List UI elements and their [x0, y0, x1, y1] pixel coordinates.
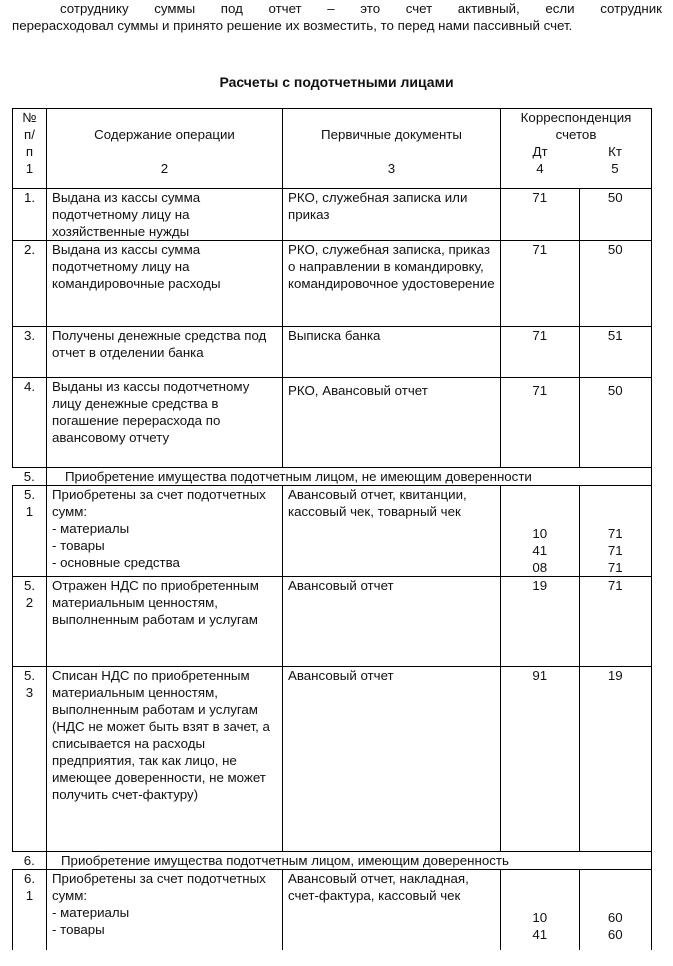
item-credit: 71 — [607, 543, 623, 558]
row-documents: РКО, служебная записка или приказ — [283, 189, 501, 241]
row-number-line: 1 — [25, 888, 34, 903]
table-row — [13, 378, 652, 468]
row-number — [13, 486, 47, 577]
section-heading — [47, 468, 652, 486]
row-content: Отражен НДС по приобретенным материальным ценностям, выполненным работам и услугам — [47, 577, 283, 667]
table-row — [13, 667, 652, 852]
row-content: Выдана из кассы сумма подотчетному лицу на командировочные расходы — [47, 241, 283, 327]
table-header — [13, 109, 652, 189]
row-credit — [579, 870, 652, 950]
table-row — [13, 870, 652, 950]
row-documents: Выписка банка — [283, 327, 501, 378]
item-credit: 71 — [607, 526, 623, 541]
row-credit — [579, 486, 652, 577]
item-label: - материалы — [52, 521, 130, 536]
row-number-line: 5. — [23, 668, 36, 683]
intro-line-2: перерасходовал суммы и принято решение их возместить, то перед нами пассивный счет. — [12, 18, 573, 33]
row-content-text: Приобретены за счет подотчетных сумм: — [52, 871, 266, 903]
row-content — [47, 870, 283, 950]
row-debit: 71 — [501, 378, 580, 468]
table-row — [13, 241, 652, 327]
header-content — [47, 109, 283, 189]
row-documents: Авансовый отчет, квитанции, кассовый чек, товарный чек — [283, 486, 501, 577]
header-num-line: № — [22, 110, 37, 125]
row-number: 3. — [13, 327, 47, 378]
item-debit: 10 — [532, 526, 548, 541]
row-number-line: 6. — [23, 871, 36, 886]
intro-paragraph — [12, 0, 662, 34]
row-number-line: 3 — [25, 685, 34, 700]
row-number: 2. — [13, 241, 47, 327]
item-debit: 10 — [532, 910, 548, 925]
section-row — [13, 468, 652, 486]
row-number: 4. — [13, 378, 47, 468]
header-content-label: Содержание операции — [94, 127, 235, 142]
item-debit: 41 — [532, 927, 548, 942]
header-kt: Кт — [608, 144, 622, 159]
header-docs-index: 3 — [387, 161, 396, 176]
item-debit: 08 — [532, 560, 548, 575]
row-number — [13, 870, 47, 950]
row-content-text: Приобретены за счет подотчетных сумм: — [52, 487, 266, 519]
table-row — [13, 577, 652, 667]
header-num-line: п — [25, 144, 34, 159]
row-documents: Авансовый отчет — [283, 667, 501, 852]
item-label: - основные средства — [52, 555, 180, 570]
row-content: Получены денежные средства под отчет в отделении банка — [47, 327, 283, 378]
header-correspondence — [501, 109, 652, 189]
row-debit — [501, 870, 580, 950]
header-docs — [283, 109, 501, 189]
row-number-line: 2 — [25, 595, 34, 610]
row-debit: 71 — [501, 241, 580, 327]
table-row — [13, 486, 652, 577]
row-credit: 71 — [579, 577, 652, 667]
header-num-line: п/ — [24, 127, 35, 142]
section-heading-text: Приобретение имущества подотчетным лицом, имеющим доверенность — [61, 853, 509, 868]
row-credit: 51 — [579, 327, 652, 378]
row-number-line: 1 — [25, 504, 34, 519]
section-row — [13, 852, 652, 870]
header-dt: Дт — [532, 144, 548, 159]
row-number-line: 5. — [23, 487, 36, 502]
section-number: 5. — [13, 468, 47, 486]
table-row — [13, 189, 652, 241]
table-row — [13, 327, 652, 378]
section-number: 6. — [13, 852, 47, 870]
row-content: Выдана из кассы сумма подотчетному лицу на хозяйственные нужды — [47, 189, 283, 241]
intro-line-1: сотруднику суммы под отчет – это счет активный, если сотрудник — [60, 1, 662, 16]
row-documents: Авансовый отчет — [283, 577, 501, 667]
row-number — [13, 577, 47, 667]
row-credit: 19 — [579, 667, 652, 852]
item-label: - товары — [52, 922, 105, 937]
row-debit: 91 — [501, 667, 580, 852]
row-number: 1. — [13, 189, 47, 241]
item-label: - материалы — [52, 905, 130, 920]
item-label: - товары — [52, 538, 105, 553]
section-heading — [47, 852, 652, 870]
header-docs-label: Первичные документы — [321, 127, 462, 142]
row-documents: РКО, служебная записка, приказ о направлении в командировку, командировочное удостоверение — [283, 241, 501, 327]
row-number — [13, 667, 47, 852]
item-credit: 60 — [607, 910, 623, 925]
row-debit: 19 — [501, 577, 580, 667]
row-documents: Авансовый отчет, накладная, счет-фактура, кассовый чек — [283, 870, 501, 950]
row-debit: 71 — [501, 189, 580, 241]
row-content: Списан НДС по приобретенным материальным ценностям, выполненным работам и услугам (НДС не может быть взят в зачет, а списывается на расходы предприятия, так как лицо, не имеющее доверенности, не может получить счет-фактуру) — [47, 667, 283, 852]
header-dt-index: 4 — [536, 161, 544, 176]
item-credit: 71 — [607, 560, 623, 575]
row-credit: 50 — [579, 241, 652, 327]
row-credit: 50 — [579, 189, 652, 241]
row-content: Выданы из кассы подотчетному лицу денежные средства в погашение перерасхода по авансовому отчету — [47, 378, 283, 468]
accounts-table — [12, 108, 652, 950]
section-heading-text: Приобретение имущества подотчетным лицом, не имеющим доверенности — [65, 469, 532, 484]
row-content — [47, 486, 283, 577]
item-debit: 41 — [532, 543, 548, 558]
header-content-index: 2 — [160, 161, 169, 176]
row-credit: 50 — [579, 378, 652, 468]
row-number-line: 5. — [23, 578, 36, 593]
header-kt-index: 5 — [611, 161, 619, 176]
section-title: Расчеты с подотчетными лицами — [219, 74, 454, 90]
header-num-index: 1 — [25, 161, 34, 176]
row-debit: 71 — [501, 327, 580, 378]
header-num — [13, 109, 47, 189]
header-corr-label: Корреспонденция счетов — [520, 110, 632, 142]
item-credit: 60 — [607, 927, 623, 942]
row-documents: РКО, Авансовый отчет — [283, 378, 501, 468]
row-debit — [501, 486, 580, 577]
